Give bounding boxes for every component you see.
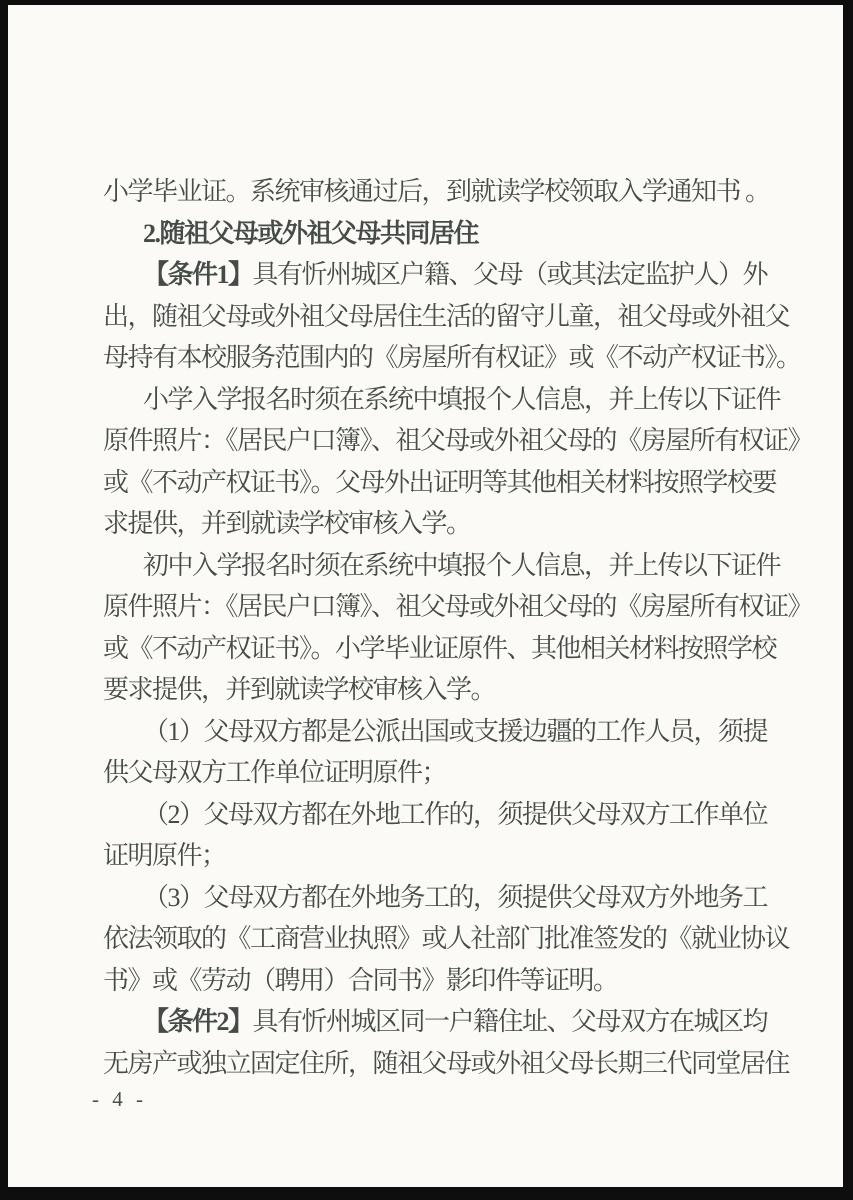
- line-text: 小学毕业证。系统审核通过后，到就读学校领取入学通知书 。: [103, 177, 770, 206]
- line-text: 求提供，并到就读学校审核入学。: [103, 509, 471, 538]
- text-line: [103, 752, 783, 794]
- condition-label: 【条件1】: [143, 260, 253, 289]
- text-line: [103, 379, 783, 421]
- line-text: 初中入学报名时须在系统中填报个人信息，并上传以下证件: [143, 550, 781, 580]
- line-text: 或《不动产权证书》。父母外出证明等其他相关材料按照学校要: [103, 467, 777, 497]
- text-line: [103, 503, 783, 545]
- text-line: [103, 545, 783, 587]
- text-line: [103, 296, 790, 338]
- line-text: 证明原件；: [103, 841, 226, 870]
- line-text: 出，随祖父母或外祖父母居住生活的留守儿童，祖父母或外祖父: [103, 301, 790, 331]
- line-text: 书》或《劳动（聘用）合同书》影印件等证明。: [103, 965, 618, 995]
- text-line: [103, 918, 790, 960]
- text-line: [103, 337, 801, 379]
- line-text: 原件照片：《居民户口簿》、祖父母或外祖父母的《房屋所有权证》: [103, 592, 813, 621]
- line-text: （1）父母双方都是公派出国或支援边疆的工作人员，须提: [143, 716, 768, 746]
- line-text: 小学入学报名时须在系统中填报个人信息，并上传以下证件: [143, 384, 781, 414]
- text-line: [103, 1001, 783, 1043]
- text-line: [103, 254, 783, 296]
- text-line: [103, 628, 783, 670]
- heading-text: 2.随祖父母或外祖父母共同居住: [143, 218, 479, 248]
- line-text: 原件照片：《居民户口簿》、祖父母或外祖父母的《房屋所有权证》: [103, 426, 813, 455]
- text-line: [103, 1043, 790, 1085]
- list-item-1: [103, 711, 783, 753]
- list-item-2: [103, 794, 783, 836]
- document-body: [103, 171, 813, 1084]
- line-text: 具有忻州城区同一户籍住址、父母双方在城区均: [252, 1007, 768, 1036]
- line-text: 母持有本校服务范围内的《房屋所有权证》或《不动产权证书》。: [103, 343, 801, 372]
- condition-label: 【条件2】: [143, 1007, 253, 1036]
- line-text: 无房产或独立固定住所，随祖父母或外祖父母长期三代同堂居住: [103, 1048, 790, 1078]
- document-page: [8, 5, 843, 1187]
- text-line: [103, 669, 783, 711]
- line-text: 或《不动产权证书》。小学毕业证原件、其他相关材料按照学校: [103, 633, 777, 663]
- line-text: 要求提供，并到就读学校审核入学。: [103, 675, 496, 704]
- text-line: [103, 171, 783, 213]
- line-text: 具有忻州城区户籍、父母（或其法定监护人）外: [252, 260, 768, 289]
- line-text: （2）父母双方都在外地工作的，须提供父母双方工作单位: [143, 799, 768, 829]
- line-text: （3）父母双方都在外地务工的，须提供父母双方外地务工: [143, 882, 768, 912]
- list-item-3: [103, 877, 783, 919]
- text-line: [103, 586, 813, 628]
- page-number: - 4 -: [92, 1087, 147, 1111]
- text-line: [103, 835, 783, 877]
- line-text: 供父母双方工作单位证明原件；: [103, 758, 447, 787]
- text-line: [103, 420, 813, 462]
- line-text: 依法领取的《工商营业执照》或人社部门批准签发的《就业协议: [103, 924, 790, 953]
- text-line: [103, 960, 783, 1002]
- text-line: [103, 462, 783, 504]
- section-heading: [103, 213, 783, 255]
